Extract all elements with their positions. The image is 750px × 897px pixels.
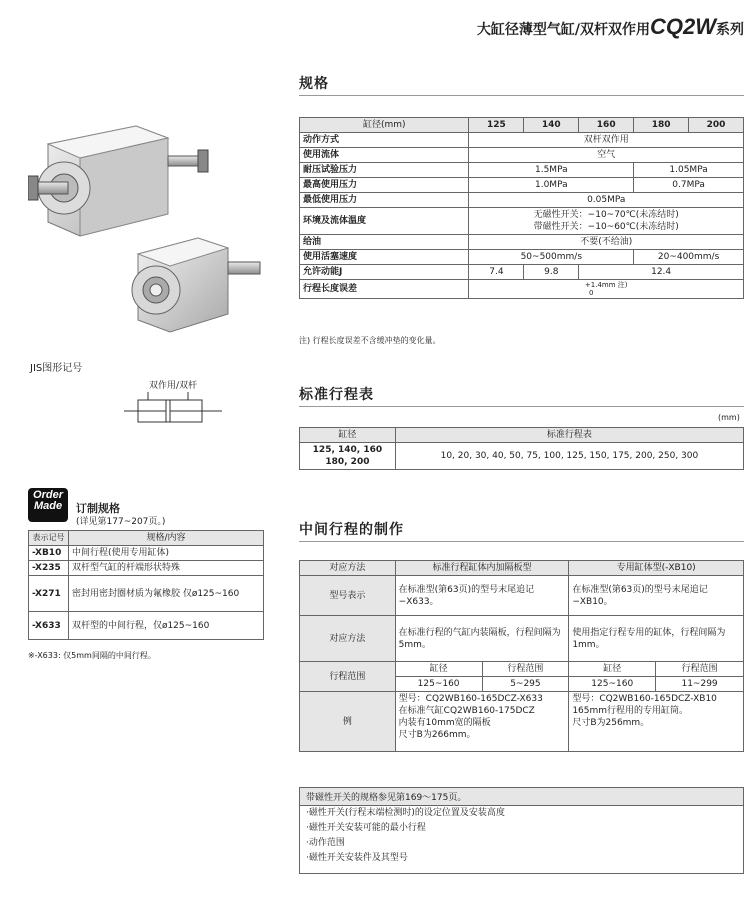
om-col-spec: 规格/内容: [68, 531, 263, 546]
om-code-x271: -X271: [29, 576, 69, 612]
stroke-col-stroke: 标准行程表: [395, 428, 743, 443]
label-energy: 允许动能J: [300, 265, 469, 280]
int-col-method: 对应方法: [300, 561, 396, 576]
value-tol: [469, 280, 744, 299]
cylinder-product-image: [28, 118, 264, 350]
int-label-example: 例: [300, 692, 396, 752]
intermediate-rule: [299, 541, 744, 542]
int-range-a-range: 5~295: [482, 677, 569, 692]
bore-200: 200: [689, 118, 744, 133]
value-speed-2: 20~400mm/s: [634, 250, 744, 265]
int-col-b: 专用缸体型(-XB10): [569, 561, 744, 576]
large-cylinder-icon: [28, 126, 208, 236]
temp-line-1: 无磁性开关：−10~70℃(未冻结时): [533, 210, 679, 220]
tol-lower: 0: [589, 289, 594, 297]
int-method-b: 使用指定行程专用的缸体，行程间隔为1mm。: [569, 616, 744, 662]
order-made-subtitle: (详见第177~207页。): [76, 517, 166, 527]
intermediate-table: [299, 560, 744, 752]
stroke-rule: [299, 406, 744, 407]
spec-note: 注) 行程长度误差不含缓冲垫的变化量。: [299, 336, 441, 345]
order-made-line2: Made: [33, 500, 63, 512]
stroke-unit: (mm): [718, 413, 740, 422]
value-speed-1: 50~500mm/s: [469, 250, 634, 265]
int-range-a-range-h: 行程范围: [482, 662, 569, 677]
order-made-line1: Order: [33, 489, 63, 501]
bore-header: 缸径(mm): [300, 118, 469, 133]
switch-info-item-1: ·磁性开关(行程末端检测时)的设定位置及安装高度: [306, 808, 505, 818]
spec-section-title: 规格: [299, 76, 329, 92]
int-label-method: 对应方法: [300, 616, 396, 662]
stroke-bores-line2: 180, 200: [325, 457, 370, 467]
stroke-section-title: 标准行程表: [299, 387, 374, 403]
value-energy-2: 9.8: [524, 265, 579, 280]
int-model-b: 在标准型(第63页)的型号末尾追记−XB10。: [569, 576, 744, 616]
int-range-a-bore: 125~160: [395, 677, 482, 692]
om-desc-x633: 双杆型的中间行程，仅ø125~160: [68, 612, 263, 640]
int-example-a-4: 尺寸B为266mm。: [398, 730, 476, 740]
value-min: 0.05MPa: [469, 193, 744, 208]
value-energy-3: 12.4: [579, 265, 744, 280]
jis-caption: 双作用/双杆: [148, 381, 198, 391]
stroke-col-bore: 缸径: [300, 428, 396, 443]
int-range-b-range-h: 行程范围: [656, 662, 744, 677]
jis-symbol-icon: [118, 392, 228, 428]
label-fluid: 使用流体: [300, 148, 469, 163]
value-max-1: 1.0MPa: [469, 178, 634, 193]
switch-info-head: 带磁性开关的规格参见第169～175页。: [300, 788, 743, 806]
int-example-a-1: 型号：CQ2WB160-165DCZ-X633: [398, 694, 543, 704]
om-col-code: 表示记号: [29, 531, 69, 546]
label-min: 最低使用压力: [300, 193, 469, 208]
int-range-b-bore: 125~160: [569, 677, 656, 692]
stroke-table: [299, 427, 744, 470]
switch-info-item-4: ·磁性开关安装件及其型号: [306, 853, 408, 863]
stroke-values: 10, 20, 30, 40, 50, 75, 100, 125, 150, 175, 200, 250, 300: [395, 443, 743, 470]
order-made-note: ※-X633: 仅5mm间隔的中间行程。: [28, 651, 156, 660]
int-example-a: [395, 692, 569, 752]
spec-table: [299, 117, 744, 299]
bore-160: 160: [579, 118, 634, 133]
om-code-x235: -X235: [29, 561, 69, 576]
switch-info-box: [299, 787, 744, 874]
bore-180: 180: [634, 118, 689, 133]
int-range-b-range: 11~299: [656, 677, 744, 692]
int-method-a: 在标准行程的气缸内装隔板，行程间隔为5mm。: [395, 616, 569, 662]
tol-upper: +1.4mm: [584, 281, 616, 289]
int-example-b-3: 尺寸B为256mm。: [572, 718, 650, 728]
order-made-title: 订制规格: [76, 502, 120, 515]
label-action: 动作方式: [300, 133, 469, 148]
int-label-range: 行程范围: [300, 662, 396, 692]
label-lube: 给油: [300, 235, 469, 250]
int-model-a: 在标准型(第63页)的型号末尾追记−X633。: [395, 576, 569, 616]
temp-line-2: 带磁性开关：−10~60℃(未冻结时): [533, 222, 679, 232]
value-lube: 不要(不给油): [469, 235, 744, 250]
jis-label: JIS图形记号: [30, 363, 83, 374]
int-label-model: 型号表示: [300, 576, 396, 616]
small-cylinder-icon: [132, 238, 260, 332]
om-desc-xb10: 中间行程(使用专用缸体): [68, 546, 263, 561]
intermediate-section-title: 中间行程的制作: [299, 522, 404, 538]
order-made-badge: [28, 488, 68, 522]
value-action: 双杆双作用: [469, 133, 744, 148]
switch-info-item-2: ·磁性开关安装可能的最小行程: [306, 823, 426, 833]
int-example-b: [569, 692, 744, 752]
om-desc-x235: 双杆型气缸的杆端形状特殊: [68, 561, 263, 576]
value-max-2: 0.7MPa: [634, 178, 744, 193]
int-range-b-bore-h: 缸径: [569, 662, 656, 677]
label-tol: 行程长度误差: [300, 280, 469, 299]
value-temp: [469, 208, 744, 235]
value-proof-2: 1.05MPa: [634, 163, 744, 178]
stroke-bores: [300, 443, 396, 470]
int-example-b-1: 型号：CQ2WB160-165DCZ-XB10: [572, 694, 717, 704]
value-proof-1: 1.5MPa: [469, 163, 634, 178]
om-code-xb10: -XB10: [29, 546, 69, 561]
value-energy-1: 7.4: [469, 265, 524, 280]
bore-140: 140: [524, 118, 579, 133]
label-proof: 耐压试验压力: [300, 163, 469, 178]
int-col-a: 标准行程缸体内加隔板型: [395, 561, 569, 576]
switch-info-item-3: ·动作范围: [306, 838, 345, 848]
int-example-a-3: 内装有10mm宽的隔板: [398, 718, 491, 728]
int-example-b-2: 165mm行程用的专用缸筒。: [572, 706, 689, 716]
om-code-x633: -X633: [29, 612, 69, 640]
series-title: 大缸径薄型气缸/双杆双作用CQ2W系列: [476, 14, 744, 39]
bore-125: 125: [469, 118, 524, 133]
int-range-a-bore-h: 缸径: [395, 662, 482, 677]
label-max: 最高使用压力: [300, 178, 469, 193]
value-fluid: 空气: [469, 148, 744, 163]
label-speed: 使用活塞速度: [300, 250, 469, 265]
order-made-table: [28, 530, 264, 640]
label-temp: 环境及流体温度: [300, 208, 469, 235]
int-example-a-2: 在标准气缸CQ2WB160-175DCZ: [398, 706, 535, 716]
tol-note: 注): [617, 281, 628, 289]
spec-rule: [299, 95, 744, 96]
stroke-bores-line1: 125, 140, 160: [312, 445, 383, 455]
om-desc-x271: 密封用密封圈材质为氟橡胶 仅ø125~160: [68, 576, 263, 612]
